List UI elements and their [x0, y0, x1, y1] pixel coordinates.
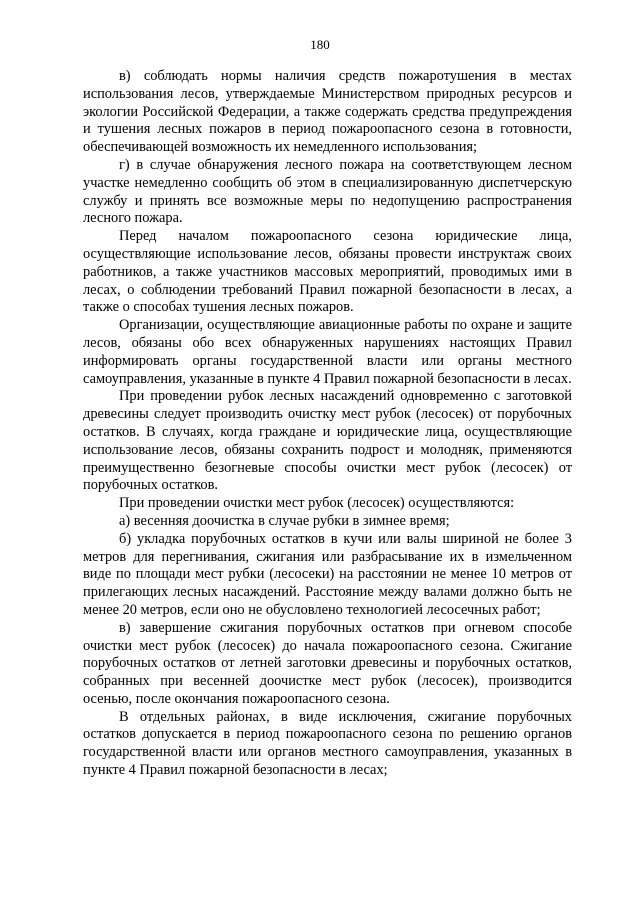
paragraph-cleanup-list-intro: При проведении очистки мест рубок (лесосек) осуществляются:	[119, 495, 515, 512]
page-body	[83, 68, 572, 780]
paragraph-felling-cleanup: При проведении рубок лесных насаждений одновременно с заготовкой древесины следует производить очистку мест рубок (лесосек) от порубочных остатков. В случаях, когда граждане и юридические лица, осуществляющие использование лесов, обязаны сохранить подрост и молодняк, применяются преимущественно безогневые способы очистки мест рубок (лесосек) от порубочных остатков.	[83, 388, 572, 494]
paragraph-a-spring-cleanup: а) весенняя доочистка в случае рубки в зимнее время;	[119, 512, 450, 529]
paragraph-briefing-before-season: Перед началом пожароопасного сезона юридические лица, осуществляющие использование лесов, обязаны провести инструктаж своих работников, а также участников массовых мероприятий, проводимых ими в лесах, о соблюдении требований Правил пожарной безопасности в лесах, а также о способах тушения лесных пожаров.	[83, 228, 572, 316]
paragraph-aviation-organizations: Организации, осуществляющие авиационные работы по охране и защите лесов, обязаны обо всех обнаруженных нарушениях настоящих Правил информировать органы государственной власти или органы местного самоуправления, указанные в пункте 4 Правил пожарной безопасности в лесах.	[83, 317, 572, 387]
page-number: 180	[310, 37, 330, 52]
paragraph-b-piling-residues: б) укладка порубочных остатков в кучи или валы шириной не более 3 метров для перегнивания, сжигания или разбрасывание их в измельченном виде по площади мест рубки (лесосеки) на расстоянии не менее 10 метров от прилегающих лесных насаждений. Расстояние между валами должно быть не менее 20 метров, если оно не обусловлено технологией лесосечных работ;	[83, 530, 572, 618]
paragraph-exceptional-burning: В отдельных районах, в виде исключения, сжигание порубочных остатков допускается в период пожароопасного сезона по решению органов государственной власти или органов местного самоуправления, указанных в пункте 4 Правил пожарной безопасности в лесах;	[83, 708, 572, 779]
paragraph-v-burning-completion: в) завершение сжигания порубочных остатков при огневом способе очистки мест рубок (лесосек) до начала пожароопасного сезона. Сжигание порубочных остатков от летней заготовки древесины и порубочных остатков, собранных при весенней доочистке мест рубок (лесосек), производится осенью, после окончания пожароопасного сезона.	[83, 619, 572, 707]
paragraph-g-fire-detection: г) в случае обнаружения лесного пожара на соответствующем лесном участке немедленно сообщить об этом в специализированную диспетчерскую службу и принять все возможные меры по недопущению распространения лесного пожара.	[83, 156, 572, 227]
paragraph-v-fire-equipment: в) соблюдать нормы наличия средств пожаротушения в местах использования лесов, утверждаемые Министерством природных ресурсов и экологии Российской Федерации, а также содержать средства предупреждения и тушения лесных пожаров в период пожароопасного сезона в готовности, обеспечивающей возможность их немедленного использования;	[83, 68, 572, 156]
